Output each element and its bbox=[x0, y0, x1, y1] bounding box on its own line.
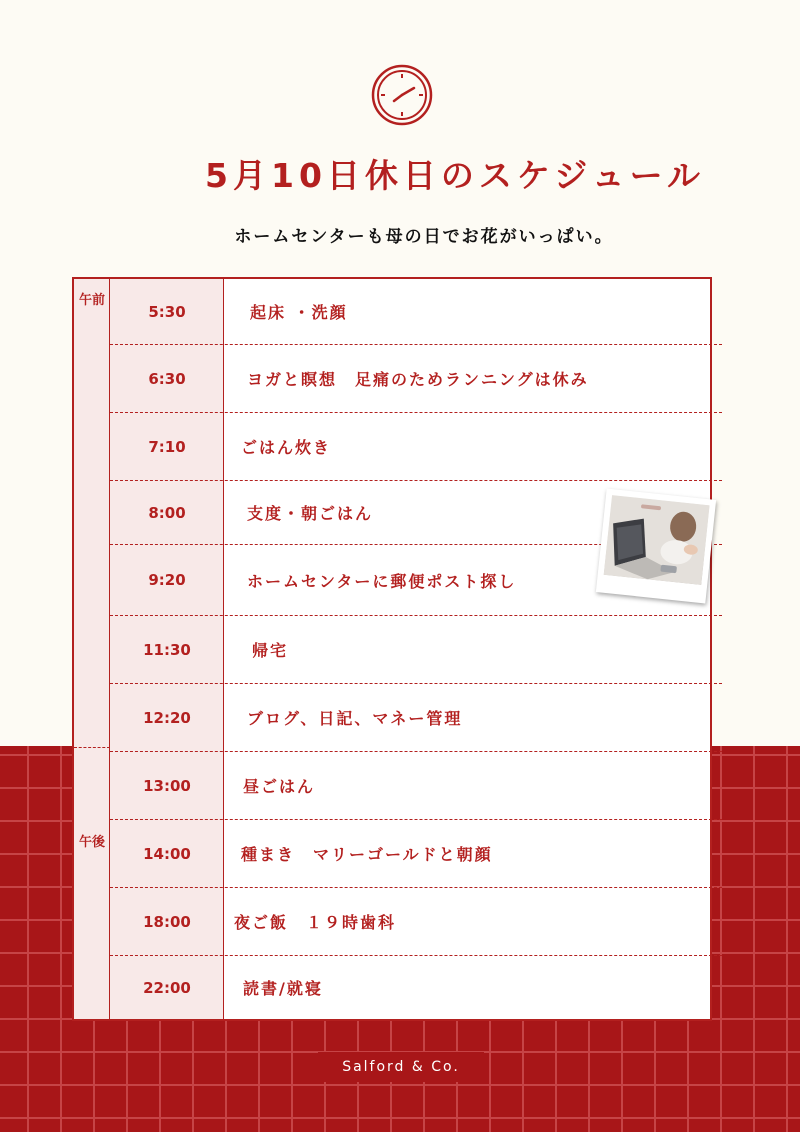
schedule-row bbox=[110, 616, 722, 684]
schedule-row bbox=[110, 752, 722, 820]
laptop-illustration bbox=[604, 495, 710, 585]
time-cell: 9:20 bbox=[148, 571, 186, 589]
time-cell: 18:00 bbox=[143, 912, 191, 931]
schedule-row bbox=[110, 820, 722, 888]
task-cell: 起床 ・洗顔 bbox=[250, 303, 348, 322]
schedule-sheet bbox=[72, 277, 712, 1021]
task-cell: 読書/就寝 bbox=[243, 979, 323, 998]
task-cell: ホームセンターに郵便ポスト探し bbox=[247, 571, 517, 591]
time-cell: 12:20 bbox=[143, 708, 191, 727]
time-cell: 5:30 bbox=[148, 302, 186, 321]
task-cell: 支度・朝ごはん bbox=[247, 504, 374, 523]
laptop-photo-image bbox=[604, 495, 710, 585]
task-cell: ブログ、日記、マネー管理 bbox=[247, 709, 463, 728]
task-cell: ヨガと瞑想 足痛のためランニングは休み bbox=[247, 370, 589, 389]
brand-footer: Salford & Co. bbox=[318, 1052, 484, 1082]
pm-label: 午後 bbox=[78, 835, 105, 850]
schedule-row bbox=[110, 684, 722, 752]
time-cell: 11:30 bbox=[143, 640, 191, 659]
page-subtitle: ホームセンターも母の日でお花がいっぱい。 bbox=[234, 227, 614, 247]
am-label: 午前 bbox=[78, 293, 105, 308]
task-cell: 帰宅 bbox=[252, 641, 289, 660]
page-title: 5月10日休日のスケジュール bbox=[205, 156, 705, 195]
ampm-divider bbox=[74, 747, 110, 748]
clock-icon bbox=[370, 63, 434, 127]
task-cell: 昼ごはん bbox=[243, 777, 316, 796]
time-cell: 7:10 bbox=[148, 437, 186, 456]
ampm-column bbox=[74, 279, 110, 1019]
schedule-row bbox=[110, 413, 722, 481]
task-cell: 種まき マリーゴールドと朝顔 bbox=[241, 845, 493, 864]
time-cell: 13:00 bbox=[143, 776, 191, 795]
schedule-row bbox=[110, 279, 722, 345]
task-cell: ごはん炊き bbox=[241, 438, 332, 457]
schedule-row bbox=[110, 956, 722, 1019]
time-cell: 8:00 bbox=[148, 503, 186, 522]
schedule-row bbox=[110, 888, 722, 956]
polaroid-photo bbox=[596, 489, 716, 604]
time-cell: 6:30 bbox=[148, 369, 186, 388]
time-cell: 22:00 bbox=[143, 978, 191, 997]
task-cell: 夜ご飯 １９時歯科 bbox=[234, 913, 397, 932]
time-cell: 14:00 bbox=[143, 844, 191, 863]
schedule-row bbox=[110, 345, 722, 413]
